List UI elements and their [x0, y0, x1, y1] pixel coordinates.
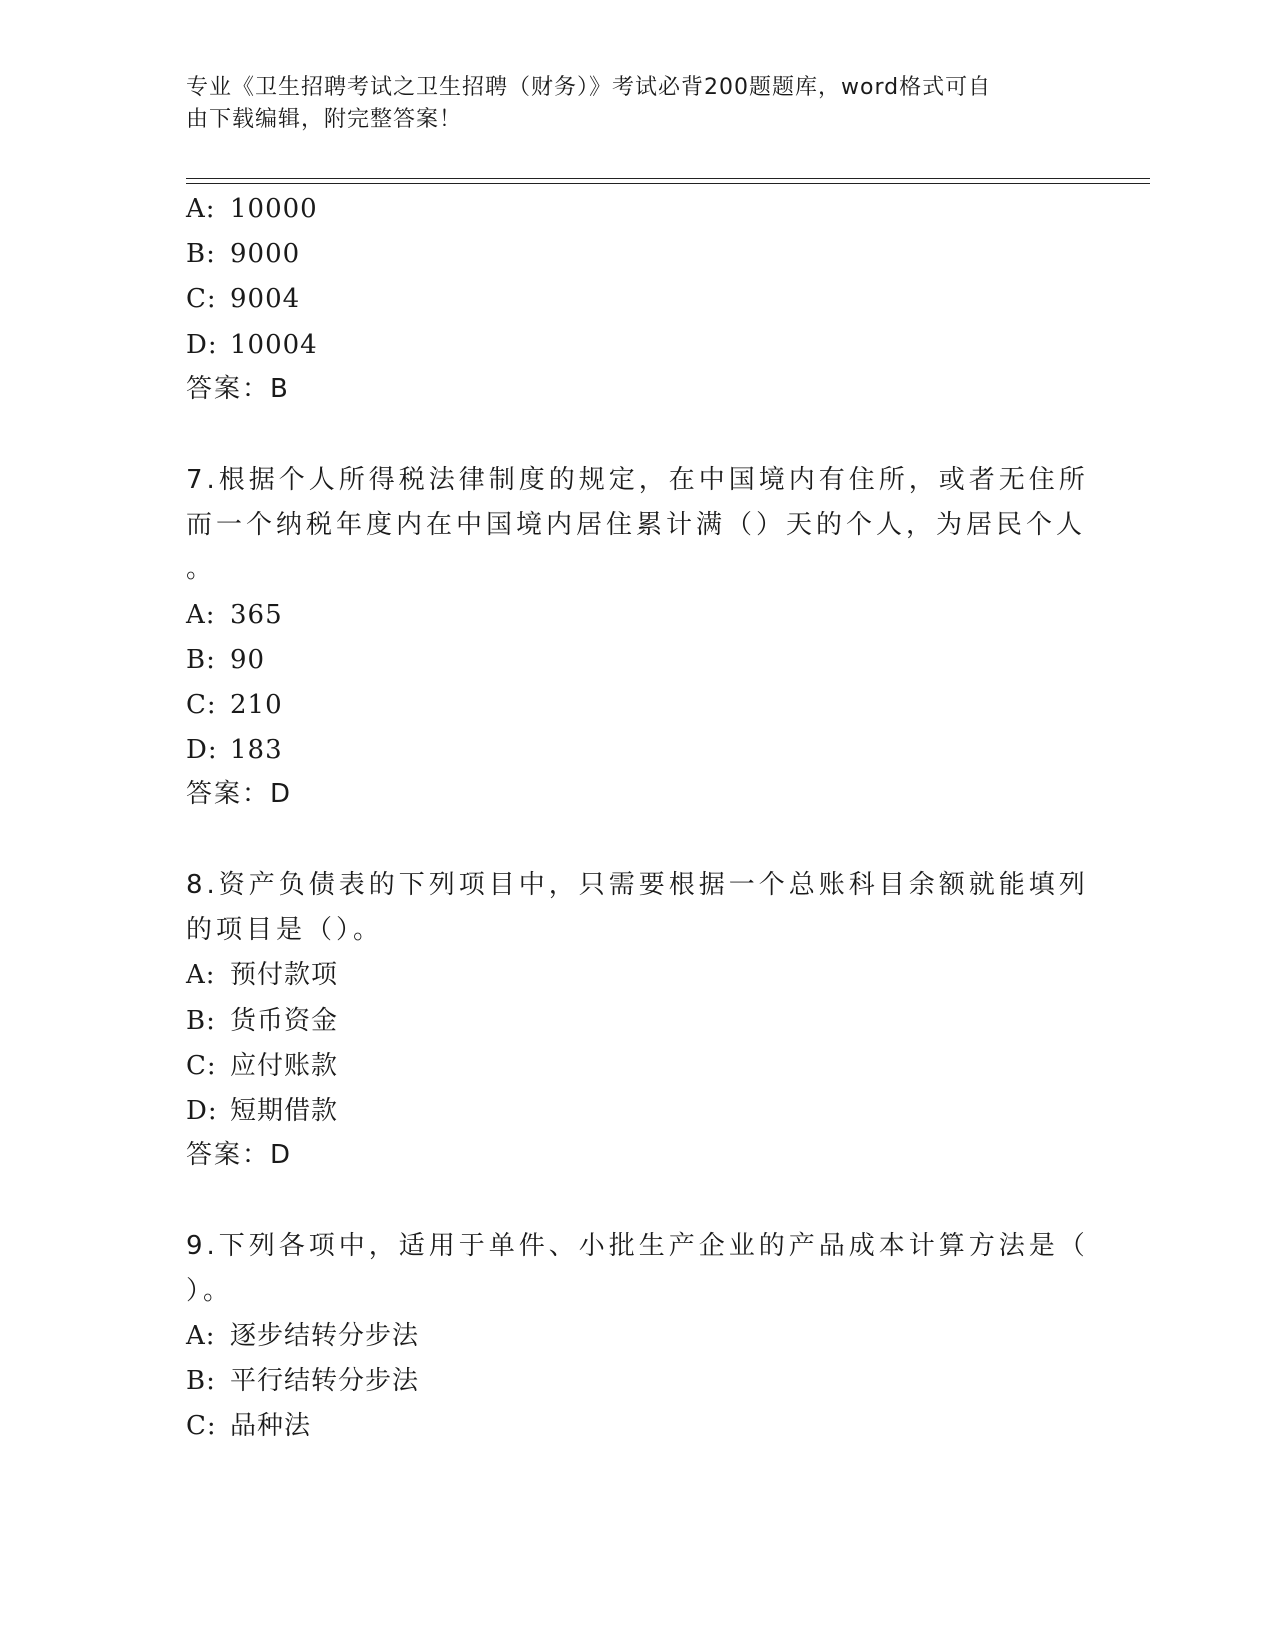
option-text: 10004 — [230, 330, 318, 360]
option-text: 短期借款 — [230, 1096, 339, 1126]
option-label: D: — [186, 1096, 218, 1126]
q6-answer: 答案：B — [186, 374, 290, 404]
option-label: A: — [186, 600, 216, 630]
q6-option-a — [186, 194, 318, 224]
option-text: 品种法 — [230, 1411, 312, 1441]
option-label: A: — [186, 960, 216, 990]
header-line-1: 专业《卫生招聘考试之卫生招聘（财务）》考试必背200题题库，word格式可自 — [186, 75, 992, 100]
q8-option-d — [186, 1096, 338, 1126]
q6-option-c — [186, 284, 300, 314]
q8-stem-line-2: 的项目是（）。 — [186, 915, 384, 945]
option-label: C: — [186, 1051, 217, 1081]
q8-answer: 答案：D — [186, 1140, 293, 1170]
q8-option-b — [186, 1006, 338, 1036]
option-label: B: — [186, 645, 216, 675]
option-label: C: — [186, 284, 217, 314]
option-text: 逐步结转分步法 — [230, 1321, 420, 1351]
option-text: 9000 — [230, 239, 301, 269]
q7-option-a — [186, 600, 283, 630]
q7-option-d — [186, 735, 283, 765]
q9-option-a — [186, 1321, 419, 1351]
option-text: 预付款项 — [230, 960, 339, 990]
option-label: B: — [186, 239, 216, 269]
option-label: A: — [186, 194, 216, 224]
option-label: C: — [186, 690, 217, 720]
option-text: 10000 — [230, 194, 318, 224]
q8-stem-line-1: 8.资产负债表的下列项目中，只需要根据一个总账科目余额就能填列 — [186, 870, 1089, 900]
option-text: 210 — [230, 690, 283, 720]
q8-option-a — [186, 960, 338, 990]
q9-stem-line-2: ）。 — [186, 1276, 234, 1306]
q9-option-b — [186, 1366, 419, 1396]
option-label: C: — [186, 1411, 217, 1441]
q6-option-b — [186, 239, 300, 269]
option-text: 365 — [230, 600, 283, 630]
option-text: 183 — [230, 735, 283, 765]
q7-option-b — [186, 645, 265, 675]
q9-option-c — [186, 1411, 311, 1441]
option-text: 9004 — [230, 284, 301, 314]
option-label: A: — [186, 1321, 216, 1351]
option-label: B: — [186, 1366, 216, 1396]
option-label: B: — [186, 1006, 216, 1036]
option-text: 90 — [230, 645, 266, 675]
q6-option-d — [186, 330, 318, 360]
option-text: 应付账款 — [230, 1051, 339, 1081]
q7-stem-line-1: 7.根据个人所得税法律制度的规定，在中国境内有住所，或者无住所 — [186, 465, 1089, 495]
option-text: 平行结转分步法 — [230, 1366, 420, 1396]
q7-option-c — [186, 690, 283, 720]
q8-option-c — [186, 1051, 338, 1081]
header-divider-top — [186, 178, 1150, 179]
header-line-2: 由下载编辑，附完整答案！ — [186, 107, 463, 132]
q7-stem-line-2: 而一个纳税年度内在中国境内居住累计满（）天的个人，为居民个人 — [186, 510, 1087, 540]
option-label: D: — [186, 735, 218, 765]
q7-answer: 答案：D — [186, 779, 293, 809]
q9-stem-line-1: 9.下列各项中，适用于单件、小批生产企业的产品成本计算方法是（ — [186, 1231, 1089, 1261]
document-header — [186, 72, 1066, 136]
header-divider-bottom — [186, 183, 1150, 184]
option-label: D: — [186, 330, 218, 360]
q7-stem-line-3: 。 — [186, 554, 217, 584]
option-text: 货币资金 — [230, 1006, 339, 1036]
